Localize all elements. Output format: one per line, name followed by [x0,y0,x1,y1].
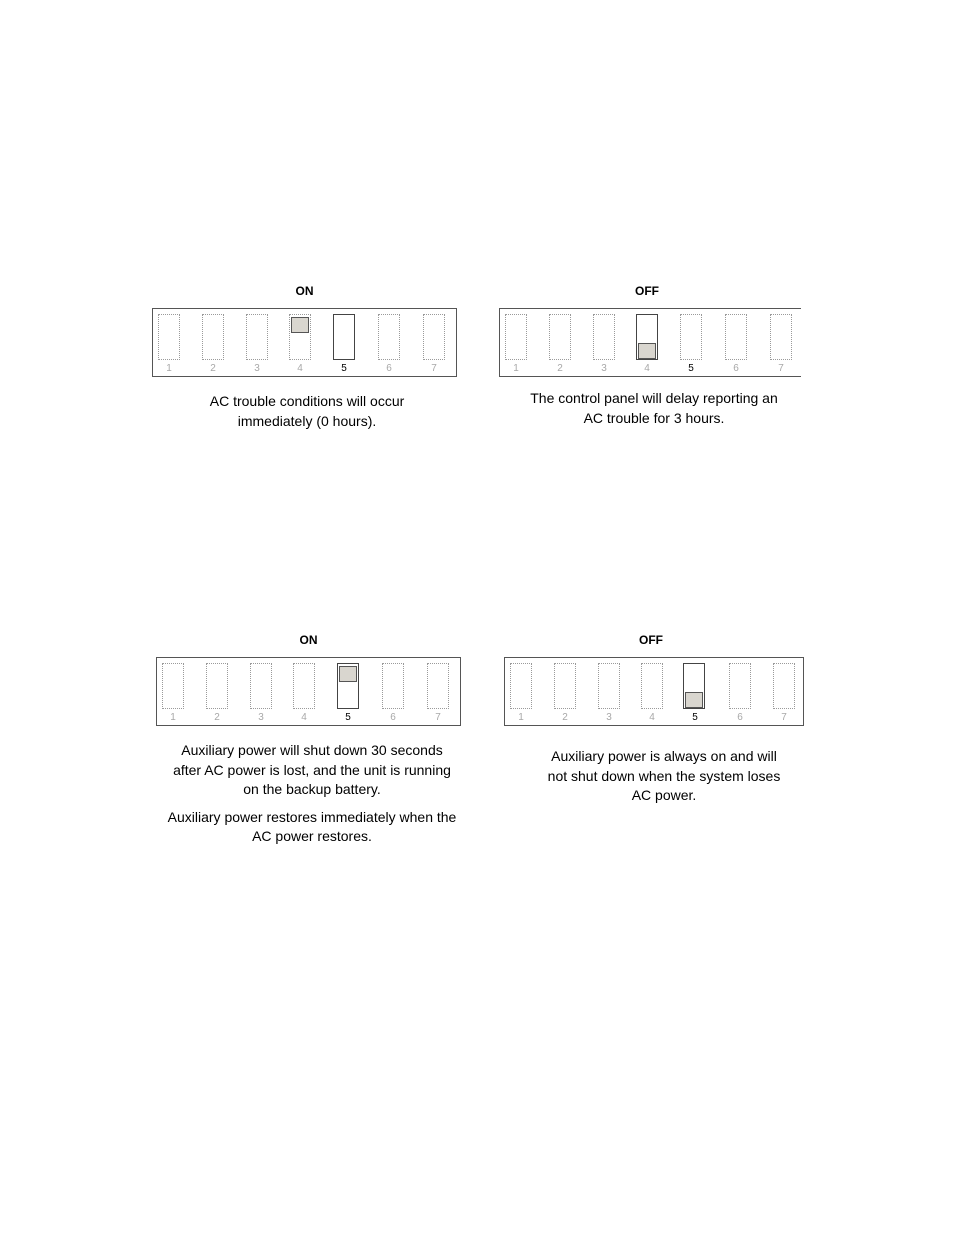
switch-4 [289,314,311,360]
switch-5 [333,314,355,360]
switch-number: 2 [214,712,220,723]
switch-number: 4 [297,363,303,374]
switch-6 [729,663,751,709]
switch-number: 1 [518,712,524,723]
switch-5 [683,663,705,709]
switch-number: 1 [170,712,176,723]
switch-knob [291,317,309,333]
switch-number: 3 [606,712,612,723]
switch-7 [423,314,445,360]
switch-1 [510,663,532,709]
caption-line: immediately (0 hours). [237,412,377,429]
switch-2 [202,314,224,360]
state-label: ON [295,284,314,298]
caption [499,389,809,428]
switch-number: 6 [386,363,392,374]
switch-4 [293,663,315,709]
switch-5 [680,314,702,360]
switch-number: 5 [345,712,351,723]
switch-2 [554,663,576,709]
switch-number: 6 [733,363,739,374]
switch-6 [378,314,400,360]
caption-line: The control panel will delay reporting an [530,390,778,406]
switch-3 [598,663,620,709]
caption-line: not shut down when the system loses [547,767,781,784]
switch-number: 1 [513,363,519,374]
caption [142,741,482,847]
caption-line: Auxiliary power is always on and will [551,748,777,764]
caption-line: AC power. [631,787,697,803]
state-label: OFF [639,633,663,647]
switch-number: 7 [778,363,784,374]
switch-block [504,657,804,726]
switch-knob [638,343,656,359]
switch-4 [641,663,663,709]
caption-line: AC trouble for 3 hours. [583,409,725,426]
switch-block [152,308,457,377]
caption-line: Auxiliary power restores immediately when the [167,808,457,825]
caption-line: on the backup battery. [243,781,381,797]
switch-number: 5 [688,363,694,374]
caption [504,747,824,806]
switch-4 [636,314,658,360]
switch-number: 2 [557,363,563,374]
switch-knob [685,692,703,708]
switch-number: 5 [341,363,347,374]
caption-line: Auxiliary power will shut down 30 seconds [181,742,443,758]
switch-5 [337,663,359,709]
switch-number: 5 [692,712,698,723]
switch-6 [725,314,747,360]
switch-number: 3 [258,712,264,723]
caption-line: AC power restores. [252,828,372,844]
switch-number: 7 [431,363,437,374]
switch-1 [162,663,184,709]
switch-3 [593,314,615,360]
switch-2 [206,663,228,709]
switch-7 [427,663,449,709]
switch-number: 4 [644,363,650,374]
caption-line: AC trouble conditions will occur [209,393,405,409]
switch-number: 2 [210,363,216,374]
switch-knob [339,666,357,682]
caption [152,392,462,431]
switch-2 [549,314,571,360]
state-label: ON [299,633,318,647]
switch-7 [770,314,792,360]
switch-number: 6 [737,712,743,723]
switch-number: 3 [601,363,607,374]
caption-line: after AC power is lost, and the unit is running [173,761,451,778]
switch-block [156,657,461,726]
switch-number: 4 [301,712,307,723]
switch-block [499,308,801,377]
switch-6 [382,663,404,709]
switch-7 [773,663,795,709]
switch-number: 4 [649,712,655,723]
switch-1 [505,314,527,360]
switch-3 [250,663,272,709]
switch-1 [158,314,180,360]
state-label: OFF [635,284,659,298]
switch-number: 2 [562,712,568,723]
switch-number: 3 [254,363,260,374]
switch-number: 7 [781,712,787,723]
switch-number: 7 [435,712,441,723]
switch-number: 6 [390,712,396,723]
switch-3 [246,314,268,360]
switch-number: 1 [166,363,172,374]
